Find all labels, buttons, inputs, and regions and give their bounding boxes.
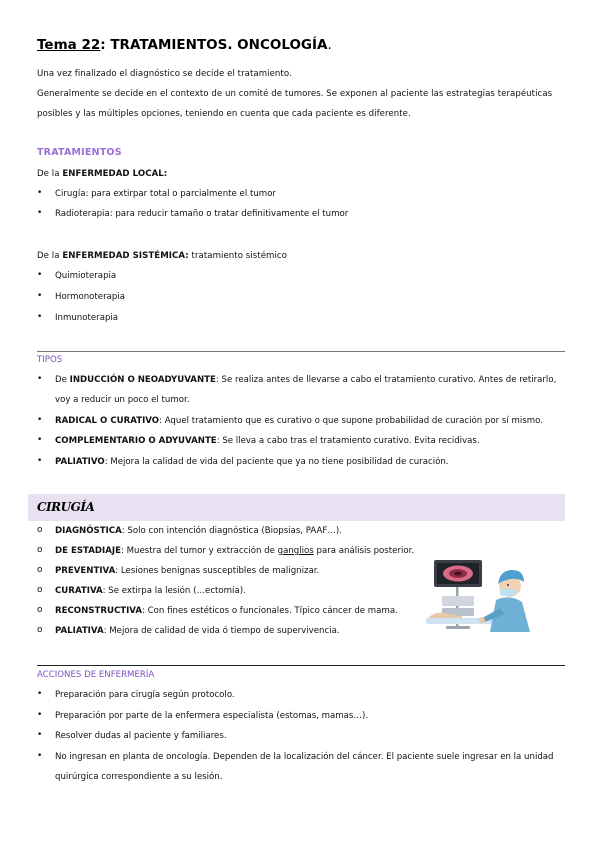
cirugia-item-2 (55, 546, 414, 556)
cirugia-underlined: ganglios (277, 546, 314, 556)
cirugia-item-6 (55, 626, 340, 636)
acciones-heading: ACCIONES DE ENFERMERÍA (37, 670, 155, 680)
bullet-icon: • (37, 270, 43, 280)
title-prefix: Tema 22 (37, 37, 101, 53)
sistemica-intro (37, 251, 287, 261)
surgeon-endoscopy-illustration (424, 556, 544, 640)
accion-item-4: No ingresan en planta de oncología. Dependen de la localización del cáncer. El paciente suele ingresar en la unidad (55, 752, 554, 762)
sistemica-prefix: De la (37, 251, 63, 261)
cirugia-item-1 (55, 526, 342, 536)
accion-item-4-continuation: quirúrgica correspondiente a su lesión. (55, 772, 223, 782)
tipos-heading: TIPOS (37, 355, 63, 365)
bullet-icon: • (37, 435, 43, 445)
bullet-icon: • (37, 710, 43, 720)
tipo-item-1-continuation: voy a reducir un poco el tumor. (55, 395, 190, 405)
accion-item-2: Preparación por parte de la enfermera especialista (estomas, mamas…). (55, 711, 369, 721)
sistemica-rest: tratamiento sistémico (188, 251, 287, 261)
cirugia-item-4 (55, 586, 246, 596)
tipo-bold: INDUCCIÓN O NEOADYUVANTE (69, 375, 216, 385)
circle-bullet-icon: o (37, 605, 43, 615)
tipo-bold: COMPLEMENTARIO O ADYUVANTE (55, 436, 217, 446)
bullet-icon: • (37, 188, 43, 198)
local-intro-bold: ENFERMEDAD LOCAL: (62, 169, 168, 179)
circle-bullet-icon: o (37, 585, 43, 595)
sistemica-item-3: Inmunoterapia (55, 313, 119, 323)
tipo-item-1 (55, 375, 556, 385)
tipo-item-3 (55, 436, 480, 446)
bullet-icon: • (37, 208, 43, 218)
sistemica-bold: ENFERMEDAD SISTÉMICA: (62, 251, 189, 261)
page-title (37, 37, 332, 53)
intro-line-2: Generalmente se decide en el contexto de un comité de tumores. Se exponen al paciente las estrategias terapéuticas (37, 89, 553, 99)
cirugia-rest: : Solo con intención diagnóstica (Biopsias, PAAF…). (121, 526, 343, 536)
cirugia-bold: CURATIVA (55, 586, 103, 596)
cirugia-heading-band (28, 494, 565, 521)
intro-line-1: Una vez finalizado el diagnóstico se decide el tratamiento. (37, 69, 292, 79)
local-item-1: Cirugía: para extirpar total o parcialmente el tumor (55, 189, 276, 199)
title-dot: . (327, 37, 332, 53)
cirugia-rest: : Se extirpa la lesión (…ectomía). (102, 586, 246, 596)
bullet-icon: • (37, 312, 43, 322)
circle-bullet-icon: o (37, 565, 43, 575)
tipo-item-2 (55, 416, 543, 426)
cirugia-rest: : Con fines estéticos o funcionales. Típico cáncer de mama. (142, 606, 398, 616)
intro-line-3: posibles y las múltiples opciones, teniendo en cuenta que cada paciente es diferente. (37, 109, 411, 119)
bullet-icon: • (37, 415, 43, 425)
tipo-bold: RADICAL O CURATIVO (55, 416, 160, 426)
tipo-rest: : Se lleva a cabo tras el tratamiento curativo. Evita recidivas. (216, 436, 480, 446)
sistemica-item-1: Quimioterapia (55, 271, 117, 281)
bullet-icon: • (37, 751, 43, 761)
tratamientos-heading: TRATAMIENTOS (37, 147, 122, 158)
cirugia-bold: DIAGNÓSTICA (55, 526, 122, 536)
accion-item-3: Resolver dudas al paciente y familiares. (55, 731, 227, 741)
cirugia-rest: : Muestra del tumor y extracción de (120, 546, 278, 556)
cirugia-bold: PREVENTIVA (55, 566, 116, 576)
circle-bullet-icon: o (37, 525, 43, 535)
bullet-icon: • (37, 689, 43, 699)
tipo-rest: : Aquel tratamiento que es curativo o que supone probabilidad de curación por sí mismo. (159, 416, 543, 426)
local-intro (37, 169, 167, 179)
bullet-icon: • (37, 456, 43, 466)
section-divider (37, 351, 565, 352)
sistemica-item-2: Hormonoterapia (55, 292, 126, 302)
cirugia-rest: : Lesiones benignas susceptibles de malignizar. (115, 566, 320, 576)
circle-bullet-icon: o (37, 625, 43, 635)
tipo-item-4 (55, 457, 449, 467)
tipo-rest: : Se realiza antes de llevarse a cabo el tratamiento curativo. Antes de retirarlo, (215, 375, 557, 385)
cirugia-rest-2: para análisis posterior. (313, 546, 415, 556)
bullet-icon: • (37, 730, 43, 740)
title-rest: : TRATAMIENTOS. ONCOLOGÍA (100, 37, 328, 53)
tipo-rest: : Mejora la calidad de vida del paciente que ya no tiene posibilidad de curación. (104, 457, 449, 467)
tipo-bold: PALIATIVO (55, 457, 105, 467)
bullet-icon: • (37, 374, 43, 384)
circle-bullet-icon: o (37, 545, 43, 555)
cirugia-bold: PALIATIVA (55, 626, 104, 636)
cirugia-bold: DE ESTADIAJE (55, 546, 121, 556)
cirugia-rest: : Mejora de calidad de vida ó tiempo de supervivencia. (103, 626, 340, 636)
tipo-prefix: De (55, 375, 70, 385)
cirugia-bold: RECONSTRUCTIVA (55, 606, 143, 616)
accion-item-1: Preparación para cirugía según protocolo. (55, 690, 235, 700)
cirugia-item-3 (55, 566, 319, 576)
local-item-2: Radioterapia: para reducir tamaño o tratar definitivamente el tumor (55, 209, 349, 219)
cirugia-item-5 (55, 606, 398, 616)
local-intro-prefix: De la (37, 169, 63, 179)
cirugia-heading: CIRUGÍA (37, 500, 95, 514)
bullet-icon: • (37, 291, 43, 301)
section-divider (37, 665, 565, 666)
